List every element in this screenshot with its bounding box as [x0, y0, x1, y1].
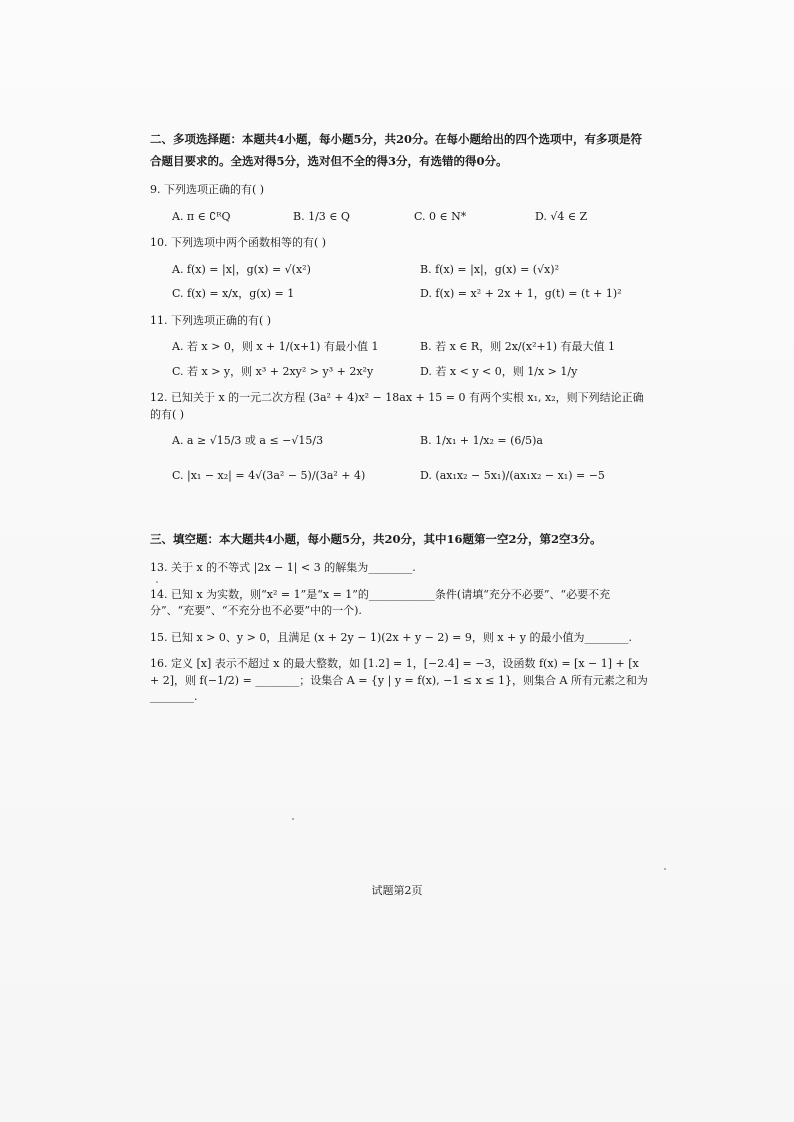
exam-content [150, 128, 650, 706]
q9-option-b: B. 1/3 ∈ Q [293, 209, 350, 223]
q10-option-b: B. f(x) = |x|，g(x) = (√x)² [420, 262, 560, 276]
page-footer: 试题第2页 [371, 884, 423, 897]
question-13: 13. 关于 x 的不等式 |2x − 1| < 3 的解集为________. [150, 561, 416, 574]
q12-option-c: C. |x₁ − x₂| = 4√(3a² − 5)/(3a² + 4) [172, 468, 366, 482]
question-16: 16. 定义 [x] 表示不超过 x 的最大整数，如 [1.2] = 1，[−2.4] = −3，设函数 f(x) = [x − 1] + [x + 2]，则 f(−1/2) = ________；设集合 A = {y | y = f(x), −1 ≤ x ≤ 1}，则集合 A 所有元素之和为________. [150, 657, 648, 703]
q11-option-a: A. 若 x > 0，则 x + 1/(x+1) 有最小值 1 [172, 340, 379, 353]
q10-option-c: C. f(x) = x/x，g(x) = 1 [172, 287, 295, 300]
scan-speck [292, 818, 294, 820]
q9-option-a: A. π ∈ ∁ᴿQ [172, 209, 231, 223]
question-9-stem: 9. 下列选项正确的有( ) [150, 183, 265, 196]
q9-option-d: D. √4 ∈ Z [535, 209, 588, 223]
section-2-heading: 二、多项选择题：本题共4小题，每小题5分，共20分。在每小题给出的四个选项中，有多项是符合题目要求的。全选对得5分，选对但不全的得3分，有选错的得0分。 [150, 132, 643, 168]
q12-option-a: A. a ≥ √15/3 或 a ≤ −√15/3 [172, 434, 324, 447]
question-11-stem: 11. 下列选项正确的有( ) [150, 313, 272, 327]
question-12-stem: 12. 已知关于 x 的一元二次方程 (3a² + 4)x² − 18ax + 15 = 0 有两个实根 x₁, x₂，则下列结论正确的有( ) [150, 391, 644, 421]
question-10-options [172, 262, 650, 303]
q11-option-d: D. 若 x < y < 0，则 1/x > 1/y [420, 364, 578, 378]
scan-speck [664, 868, 666, 870]
q12-option-d: D. (ax₁x₂ − 5x₁)/(ax₁x₂ − x₁) = −5 [420, 468, 605, 482]
scan-speck [156, 581, 158, 583]
q9-option-c: C. 0 ∈ N* [414, 209, 467, 223]
q11-option-b: B. 若 x ∈ R，则 2x/(x²+1) 有最大值 1 [420, 340, 616, 353]
q11-option-c: C. 若 x > y，则 x³ + 2xy² > y³ + 2x²y [172, 364, 374, 378]
question-14: 14. 已知 x 为实数，则“x² = 1”是“x = 1”的____________条件(请填“充分不必要”、“必要不充分”、“充要”、“不充分也不必要”中的一个). [150, 587, 611, 617]
question-15: 15. 已知 x > 0、y > 0，且满足 (x + 2y − 1)(2x + y − 2) = 9，则 x + y 的最小值为________. [150, 630, 632, 644]
question-11-options [172, 339, 650, 380]
question-9-options [172, 209, 650, 226]
q10-option-d: D. f(x) = x² + 2x + 1，g(t) = (t + 1)² [420, 287, 622, 300]
section-3-heading: 三、填空题：本大题共4小题，每小题5分，共20分，其中16题第一空2分，第2空3分。 [150, 532, 602, 546]
question-10-stem: 10. 下列选项中两个函数相等的有( ) [150, 236, 327, 249]
q12-option-b: B. 1/x₁ + 1/x₂ = (6/5)a [420, 434, 543, 447]
q10-option-a: A. f(x) = |x|，g(x) = √(x²) [172, 262, 311, 276]
question-12-options [172, 433, 650, 484]
